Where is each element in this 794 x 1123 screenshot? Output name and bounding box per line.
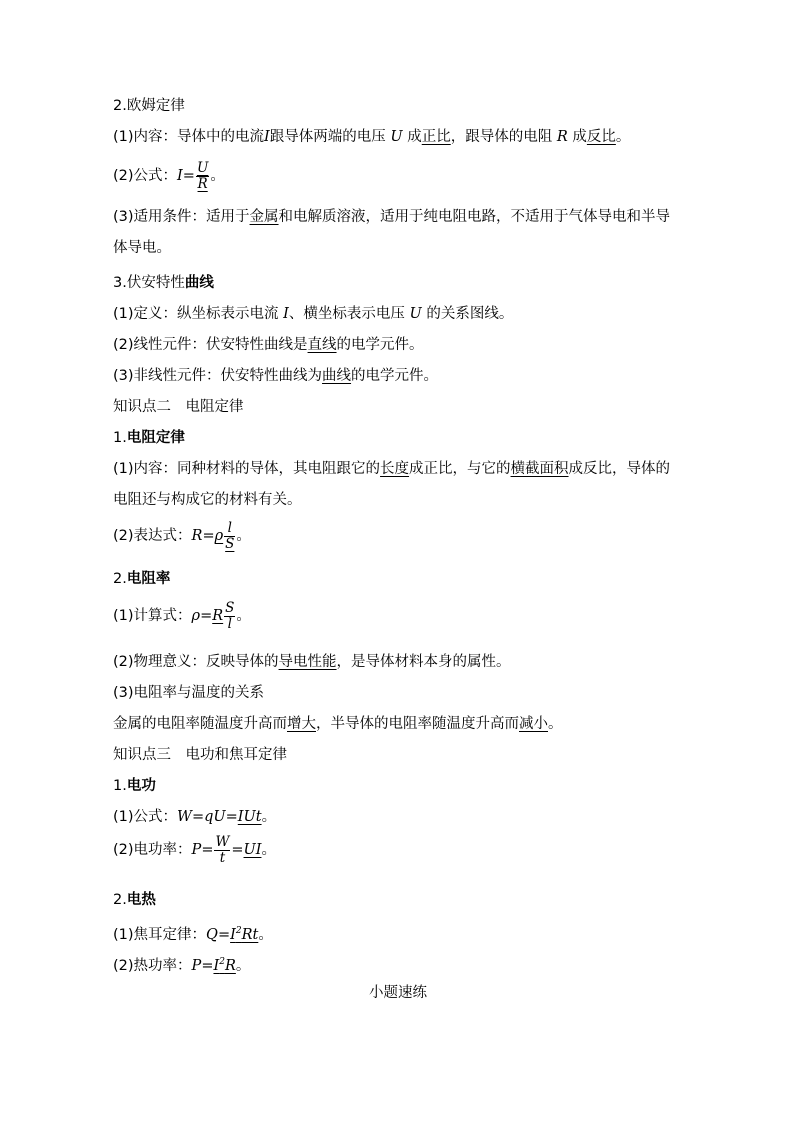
fraction-numerator: l [227, 519, 232, 536]
text: 成 [572, 129, 587, 145]
text: ，跟导体的电阻 [450, 129, 553, 145]
resistivity-meaning [113, 652, 511, 672]
linear-element [113, 335, 424, 355]
text: 成正比，与它的 [409, 461, 511, 477]
text: (2)电功率： [113, 842, 192, 858]
fraction-numerator: W [215, 833, 230, 850]
fraction [224, 521, 235, 552]
resistance-law-formula [113, 520, 251, 552]
knowledge-point-3-heading [113, 745, 287, 765]
text: (1)内容：导体中的电流 [113, 129, 265, 145]
heading-text: 知识点三 电功和焦耳定律 [113, 747, 287, 763]
blank-answer: IUt [237, 809, 262, 825]
text: 的电学元件。 [336, 337, 424, 353]
heading-bold-text: 电阻率 [126, 571, 171, 587]
equals-sign: = [182, 168, 195, 184]
text: (2)线性元件：伏安特性曲线是 [113, 337, 308, 353]
electric-power-formula [113, 834, 276, 866]
variable-i: I [213, 958, 220, 974]
blank-answer: 曲线 [322, 368, 352, 384]
blank-answer: 金属 [249, 209, 279, 225]
blank-answer [213, 958, 235, 974]
variable-i: I [177, 168, 183, 184]
text: 。 [548, 716, 563, 732]
heading-text: 知识点二 电阻定律 [113, 399, 244, 415]
knowledge-point-2-heading [113, 397, 244, 417]
equals-sign: = [202, 528, 215, 544]
heading-text: 2. [113, 571, 127, 587]
blank-answer: 增大 [287, 716, 316, 732]
text: (3)非线性元件：伏安特性曲线为 [113, 368, 323, 384]
blank-answer: UI [243, 842, 262, 858]
heading-bold-text: 电功 [126, 778, 156, 794]
equals-sign: = [201, 958, 214, 974]
electric-work-formula [113, 807, 276, 827]
blank-answer: 导电性能 [278, 654, 337, 670]
variable-q: Q [206, 927, 218, 943]
variable-rho: ρ [214, 528, 224, 544]
fraction [196, 161, 209, 192]
text: 和电解质溶液，适用于纯电阻电路，不适用于气体导电和半导体导电。 [113, 209, 671, 256]
electric-heat-heading [113, 890, 156, 910]
blank-answer: 减小 [519, 716, 548, 732]
electric-work-heading [113, 776, 156, 796]
text: (1)定义：纵坐标表示电流 [113, 306, 279, 322]
blank-answer: 长度 [380, 461, 410, 477]
expression-qu: qU [204, 809, 226, 825]
fraction-denominator: t [219, 849, 226, 866]
variable-i: I [264, 129, 270, 145]
equals-sign: = [231, 842, 244, 858]
text: ，是导体材料本身的属性。 [336, 654, 511, 670]
variable-rho: ρ [191, 608, 201, 624]
fraction-numerator: S [225, 599, 235, 616]
variable-i: I [230, 927, 236, 943]
variable-i: I [283, 306, 289, 322]
resistivity-heading [113, 569, 170, 589]
text: 。 [261, 809, 277, 825]
section-heading-ohms-law [113, 96, 185, 116]
expression-rt: Rt [241, 927, 259, 943]
nonlinear-element [113, 366, 438, 386]
variable-r: R [212, 608, 224, 624]
equals-sign: = [191, 809, 205, 825]
text: 跟导体两端的电压 [269, 129, 386, 145]
blank-answer: 反比 [586, 129, 616, 145]
fraction-numerator: U [196, 159, 209, 176]
heading-text: 1. [113, 430, 127, 446]
text: (3)适用条件：适用于 [113, 209, 250, 225]
variable-r: R [556, 129, 568, 145]
resistivity-temperature-content [113, 714, 563, 734]
heading-text: 2.欧姆定律 [113, 98, 185, 114]
equals-sign: = [217, 927, 231, 943]
variable-u: U [409, 306, 422, 322]
ohms-law-formula [113, 160, 225, 192]
resistance-law-heading [113, 428, 185, 448]
heat-power-formula [113, 952, 250, 976]
text: (1)公式： [113, 809, 178, 825]
joule-law-formula [113, 921, 273, 945]
text: 的电学元件。 [351, 368, 439, 384]
variable-r: R [224, 958, 236, 974]
fraction-denominator: R [197, 175, 208, 192]
exponent: 2 [219, 957, 225, 967]
variable-p: P [191, 842, 202, 858]
title-text: 小题速练 [369, 985, 427, 1001]
text: 。 [235, 958, 251, 974]
blank-answer [230, 927, 258, 943]
variable-w: W [177, 809, 192, 825]
blank-answer: 横截面积 [510, 461, 569, 477]
text: 。 [236, 608, 251, 624]
blank-answer: 正比 [421, 129, 451, 145]
resistance-law-content [113, 454, 683, 516]
text: (2)公式： [113, 168, 178, 184]
ohms-law-content [113, 127, 630, 147]
text: (1)焦耳定律： [113, 927, 207, 943]
text: ，半导体的电阻率随温度升高而 [316, 716, 519, 732]
blank-answer: 直线 [307, 337, 337, 353]
heading-text: 3.伏安特性 [113, 275, 185, 291]
equals-sign: = [225, 809, 238, 825]
text: 。 [261, 842, 276, 858]
ohms-law-conditions [113, 202, 683, 264]
fraction [214, 835, 230, 866]
fraction-denominator: l [227, 615, 232, 632]
heading-bold-text: 电热 [126, 892, 156, 908]
text: 。 [236, 528, 251, 544]
text: (1)计算式： [113, 608, 192, 624]
text: 。 [615, 129, 631, 145]
vi-curve-definition [113, 304, 513, 324]
variable-r: R [191, 528, 203, 544]
text: 成 [407, 129, 422, 145]
text: 的关系图线。 [426, 306, 514, 322]
text: 、横坐标表示电压 [288, 306, 405, 322]
text: 。 [210, 168, 225, 184]
resistivity-formula [113, 600, 251, 632]
text: (2)热功率： [113, 958, 192, 974]
fraction [224, 601, 235, 632]
heading-text: 1. [113, 778, 127, 794]
practice-section-title [113, 983, 683, 1003]
heading-bold-text: 电阻定律 [126, 430, 185, 446]
equals-sign: = [201, 842, 214, 858]
text: (2)物理意义：反映导体的 [113, 654, 279, 670]
text: (3)电阻率与温度的关系 [113, 685, 265, 701]
heading-text: 2. [113, 892, 127, 908]
text: (1)内容：同种材料的导体，其电阻跟它的 [113, 461, 381, 477]
resistivity-temperature-heading [113, 683, 264, 703]
heading-bold-text: 曲线 [184, 275, 214, 291]
fraction-denominator: S [225, 535, 235, 552]
section-heading-vi-curve [113, 273, 214, 293]
text: 金属的电阻率随温度升高而 [113, 716, 287, 732]
text: 。 [258, 927, 273, 943]
exponent: 2 [235, 926, 242, 936]
variable-p: P [191, 958, 202, 974]
text: 成反比，导体的电阻还与构成它的材料有关。 [113, 461, 671, 508]
text: (2)表达式： [113, 528, 192, 544]
variable-u: U [390, 129, 403, 145]
equals-sign: = [200, 608, 213, 624]
